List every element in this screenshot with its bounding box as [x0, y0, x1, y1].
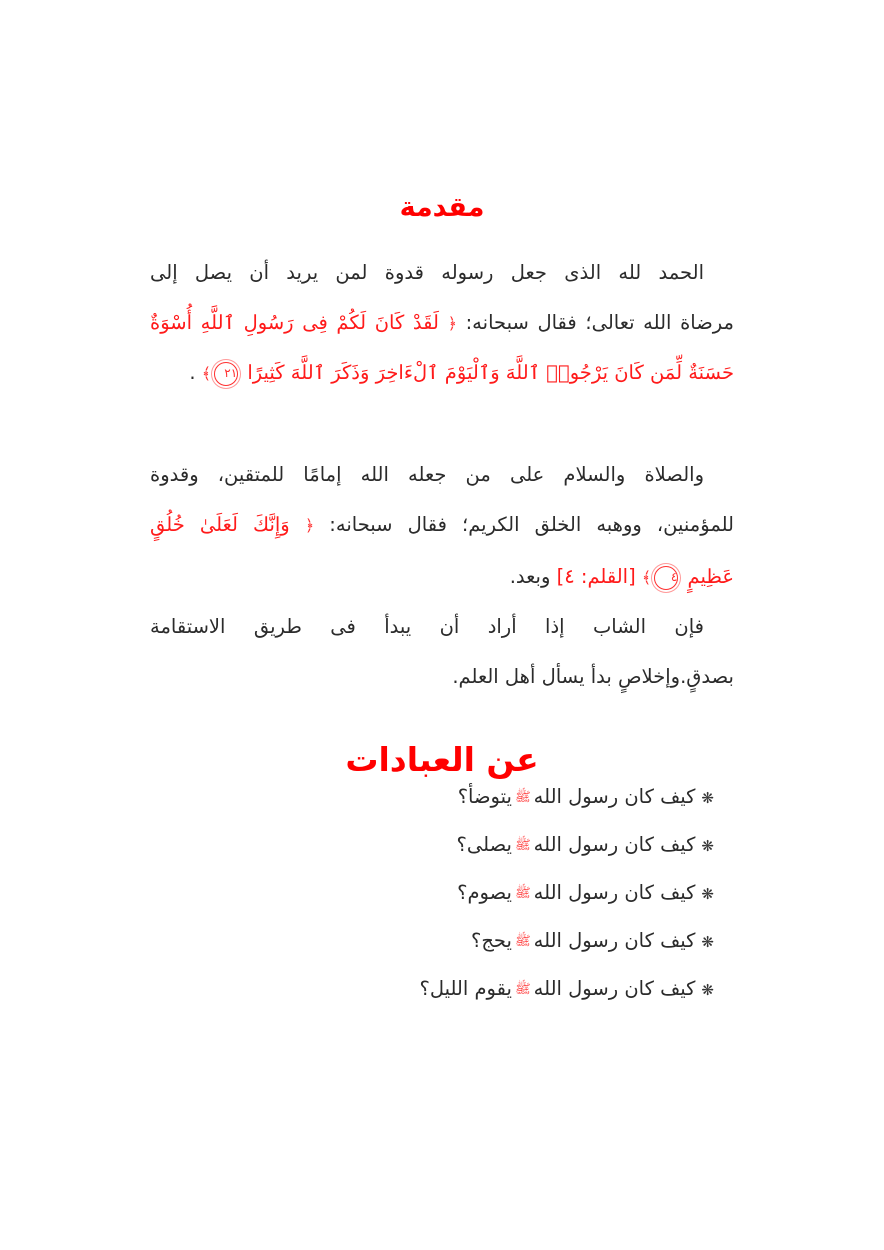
quran-open-bracket-icon: ﴿ — [304, 516, 315, 535]
worship-question-list — [419, 782, 714, 1022]
list-item — [419, 878, 714, 926]
paragraph-line — [150, 612, 734, 642]
ayah-number-marker: ٢١ — [214, 362, 238, 386]
intro-heading: مقدمة — [399, 192, 485, 223]
paragraph-line — [150, 510, 734, 541]
flower-bullet-icon: ❋ — [701, 933, 714, 951]
flower-bullet-icon: ❋ — [701, 837, 714, 855]
paragraph-line — [150, 460, 734, 490]
question-suffix: يقوم الليل؟ — [419, 977, 512, 1000]
paragraph-line — [150, 662, 734, 692]
question-prefix: كيف كان رسول الله — [533, 977, 696, 1000]
list-item — [419, 782, 714, 830]
body-text: والصلاة والسلام على من جعله الله إمامًا للمتقين، وقدوة — [150, 463, 704, 486]
pbuh-calligraphy-icon: ﷺ — [514, 981, 531, 997]
body-text: فإن الشاب إذا أراد أن يبدأ فى طريق الاستقامة — [150, 615, 704, 638]
surah-reference: [القلم: ٤] — [556, 565, 636, 588]
paragraph-line — [150, 308, 734, 339]
pbuh-calligraphy-icon: ﷺ — [514, 933, 531, 949]
body-text: . — [189, 361, 196, 384]
body-text: مرضاة الله تعالى؛ فقال سبحانه: — [456, 311, 734, 334]
paragraph-line — [150, 258, 734, 288]
worship-heading: عن العبادات — [345, 740, 539, 779]
pbuh-calligraphy-icon: ﷺ — [514, 789, 531, 805]
flower-bullet-icon: ❋ — [701, 885, 714, 903]
pbuh-calligraphy-icon: ﷺ — [514, 885, 531, 901]
question-prefix: كيف كان رسول الله — [533, 785, 696, 808]
question-prefix: كيف كان رسول الله — [533, 929, 696, 952]
question-suffix: يحج؟ — [470, 929, 512, 952]
body-text: وبعد. — [509, 565, 551, 588]
body-text: للمؤمنين، ووهبه الخلق الكريم؛ فقال سبحانه: — [314, 513, 734, 536]
quran-close-bracket-icon: ﴾ — [201, 364, 212, 383]
quran-verse-text: عَظِيمٍ — [687, 565, 734, 588]
quran-open-bracket-icon: ﴿ — [447, 314, 457, 333]
list-item — [419, 926, 714, 974]
ayah-number-marker: ٤ — [654, 566, 678, 590]
quran-verse-text: لَقَدْ كَانَ لَكُمْ فِى رَسُولِ ٱللَّهِ أُسْوَةٌ — [150, 311, 439, 334]
list-item — [419, 974, 714, 1022]
body-text: بصدقٍ.وإخلاصٍ بدأ يسأل أهل العلم. — [452, 665, 734, 688]
paragraph-line — [150, 358, 734, 389]
quran-verse-text: حَسَنَةٌ لِّمَن كَانَ يَرْجُوا۟ ٱللَّهَ وَٱلْيَوْمَ ٱلْءَاخِرَ وَذَكَرَ ٱللَّهَ كَثِيرًا — [247, 361, 734, 384]
question-suffix: يصوم؟ — [457, 881, 512, 904]
list-item — [419, 830, 714, 878]
question-suffix: يتوضأ؟ — [457, 785, 512, 808]
paragraph-line — [150, 562, 734, 593]
question-suffix: يصلى؟ — [456, 833, 512, 856]
quran-close-bracket-icon: ﴾ — [641, 568, 652, 587]
body-text: الحمد لله الذى جعل رسوله قدوة لمن يريد أن يصل إلى — [150, 261, 704, 284]
question-prefix: كيف كان رسول الله — [533, 881, 696, 904]
quran-verse-text: وَإِنَّكَ لَعَلَىٰ خُلُقٍ — [150, 513, 290, 536]
flower-bullet-icon: ❋ — [701, 789, 714, 807]
pbuh-calligraphy-icon: ﷺ — [514, 837, 531, 853]
flower-bullet-icon: ❋ — [701, 981, 714, 999]
question-prefix: كيف كان رسول الله — [533, 833, 696, 856]
